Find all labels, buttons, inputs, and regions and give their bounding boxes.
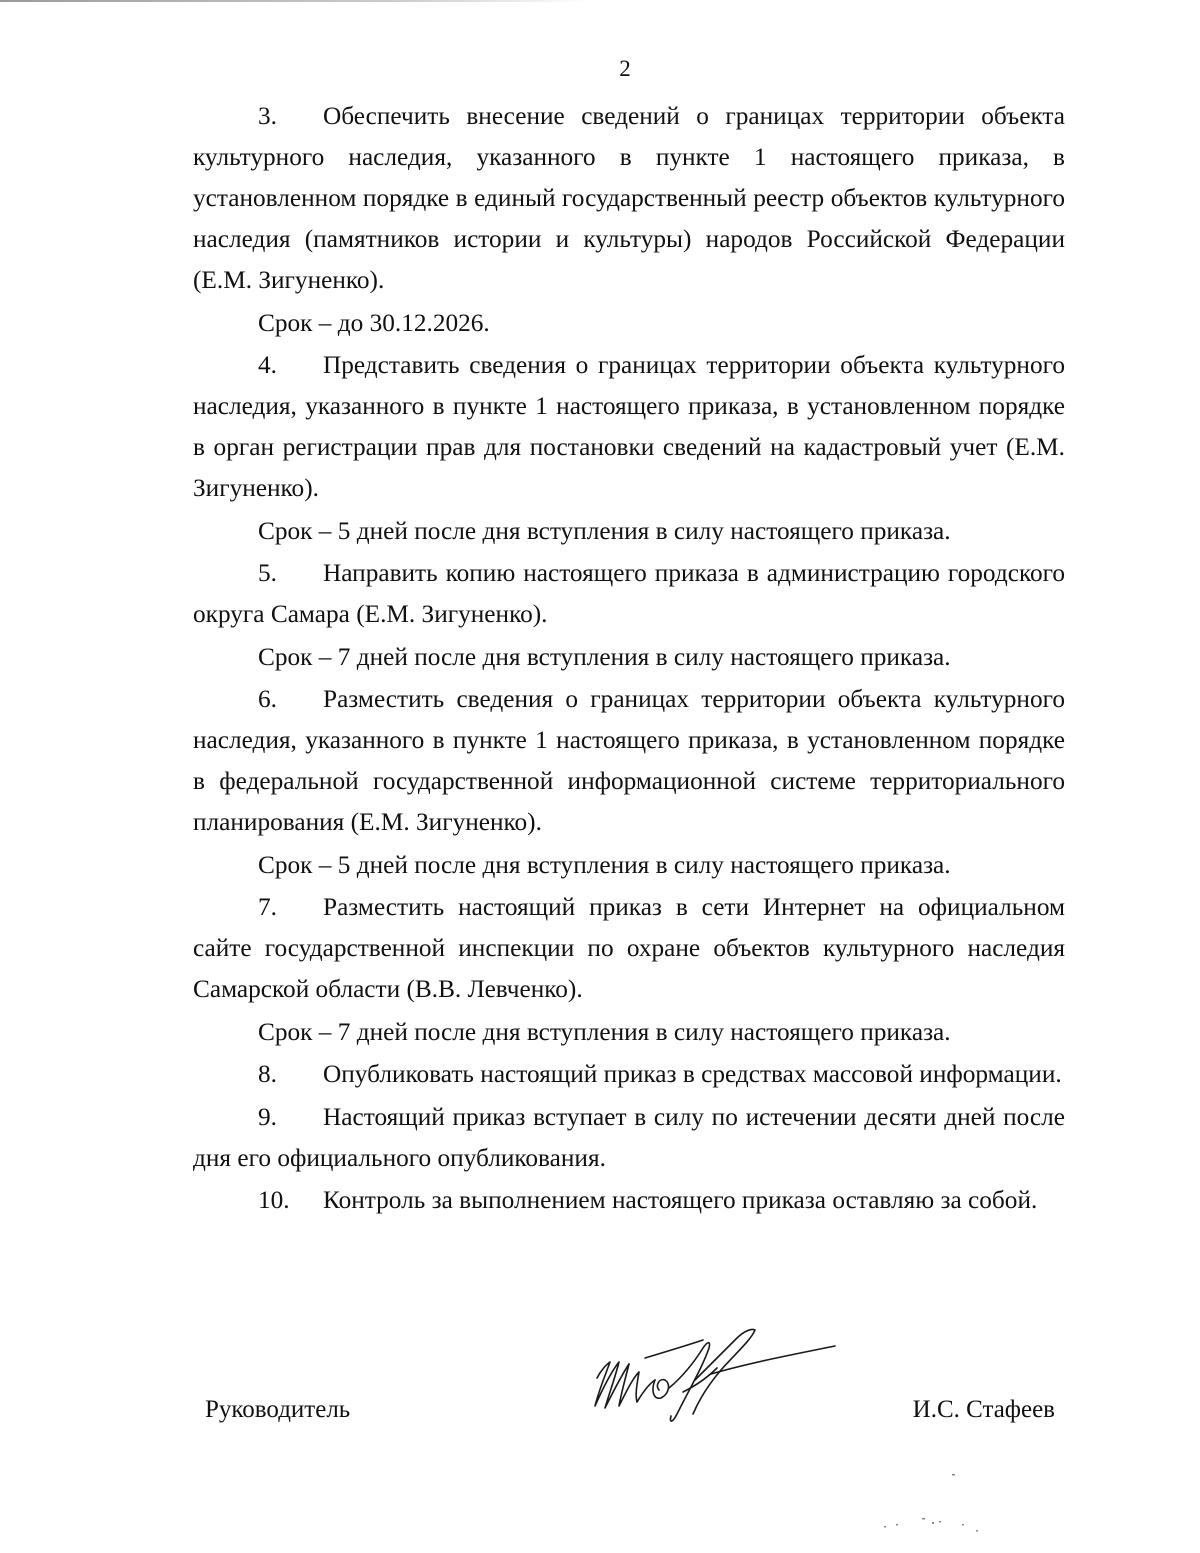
document-body (193, 96, 1065, 1221)
paragraph-number: 9. (258, 1102, 277, 1131)
paragraph-8 (193, 1054, 1065, 1095)
deadline-4: Срок – 5 дней после дня вступления в силу настоящего приказа. (258, 516, 951, 545)
paragraph-text: Разместить настоящий приказ в сети Интернет на официальном сайте государственной инспекции по охране объектов культурного наследия Самарской области (В.В. Левченко). (193, 893, 1065, 1003)
paragraph-text: Обеспечить внесение сведений о границах территории объекта культурного наследия, указанного в пункте 1 настоящего приказа, в установленном порядке в единый государственный реестр объектов культурного наследия (памятников истории и культуры) народов Российской Федерации (Е.М. Зигуненко). (193, 102, 1065, 294)
paragraph-9 (193, 1097, 1065, 1179)
paragraph-text: Опубликовать настоящий приказ в средствах массовой информации. (323, 1060, 1062, 1088)
signer-name: И.С. Стафеев (912, 1396, 1055, 1423)
paragraph-6 (193, 679, 1065, 843)
scan-specks (860, 1470, 1000, 1540)
paragraph-number: 6. (258, 685, 277, 713)
deadline-6: Срок – 5 дней после дня вступления в силу настоящего приказа. (258, 850, 951, 879)
scan-edge-line (0, 0, 590, 2)
paragraph-number: 10. (258, 1186, 290, 1214)
paragraph-4 (193, 345, 1065, 509)
paragraph-5 (193, 553, 1065, 635)
paragraph-text: Разместить сведения о границах территории объекта культурного наследия, указанного в пункте 1 настоящего приказа, в установленном порядке в федеральной государственной информационной системе территориального планирования (Е.М. Зигуненко). (193, 685, 1065, 836)
paragraph-text: Контроль за выполнением настоящего приказа оставляю за собой. (323, 1186, 1038, 1214)
paragraph-number: 5. (258, 559, 277, 587)
signer-position: Руководитель (205, 1396, 351, 1423)
deadline-7: Срок – 7 дней после дня вступления в силу настоящего приказа. (258, 1017, 951, 1046)
paragraph-number: 4. (258, 351, 277, 379)
deadline-5: Срок – 7 дней после дня вступления в силу настоящего приказа. (258, 642, 951, 671)
paragraph-3 (193, 96, 1065, 301)
paragraph-7 (193, 887, 1065, 1010)
paragraph-text: Направить копию настоящего приказа в администрацию городского округа Самара (Е.М. Зигуненко). (193, 559, 1065, 628)
signature-block (205, 1396, 1055, 1436)
page-number: 2 (619, 56, 631, 81)
paragraph-10 (193, 1180, 1065, 1221)
paragraph-text: Представить сведения о границах территории объекта культурного наследия, указанного в пункте 1 настоящего приказа, в установленном порядке в орган регистрации прав для постановки сведений на кадастровый учет (Е.М. Зигуненко). (193, 351, 1065, 502)
paragraph-number: 7. (258, 893, 277, 921)
deadline-3: Срок – до 30.12.2026. (258, 308, 490, 337)
paragraph-text: Настоящий приказ вступает в силу по истечении десяти дней после дня его официального опубликования. (193, 1102, 1065, 1172)
paragraph-number: 3. (258, 102, 277, 130)
paragraph-number: 8. (258, 1060, 277, 1088)
